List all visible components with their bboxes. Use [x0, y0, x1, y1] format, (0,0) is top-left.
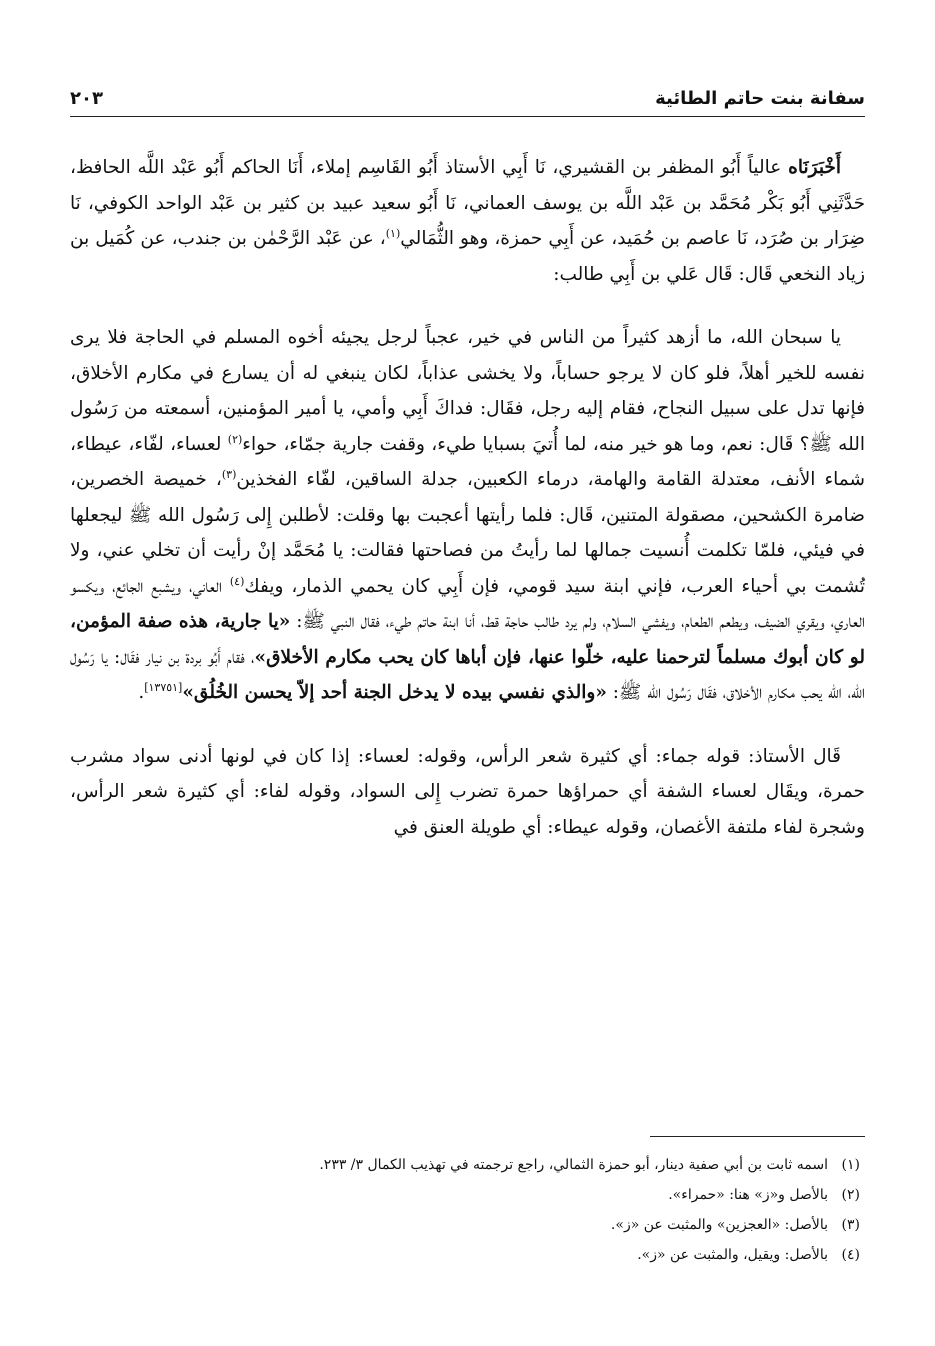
- text-run: ، عن عَبْد الرَّحْمٰن بن جندب، عن كُمَيل بن زياد النخعي قَال: قَال عَلي بن أَبِي طالب:: [70, 228, 865, 285]
- footnote-divider: [650, 1136, 865, 1137]
- text-run: لعساء، لفّاء، عيطاء، شماء الأنف، معتدلة القامة والهامة، درماء الكعبين، جدلة الساقين، لفّاء الفخذين: [70, 433, 865, 490]
- footnote-text: بالأصل و«ز» هنا: «حمراء».: [668, 1187, 828, 1203]
- footnote: [80, 1180, 860, 1210]
- footnotes: [80, 1150, 860, 1270]
- paragraph-commentary: [70, 739, 865, 846]
- text-run: ، فقام أَبُو بردة بن نيار فقَال: يا رَسُول الله، الله يحب مكارم الأخلاق، فقَال رَسُول الله ﷺ:: [70, 646, 865, 703]
- footnote-text: بالأصل: «العجزين» والمثبت عن «ز».: [610, 1217, 828, 1233]
- footnote-text: بالأصل: ويقيل، والمثبت عن «ز».: [637, 1247, 828, 1263]
- footnote-number: (١): [841, 1157, 860, 1173]
- footnote-ref-4: (٤): [229, 574, 245, 588]
- prophet-quote: «يا جارية، هذه صفة المؤمن، لو كان أبوك مسلماً لترحمنا عليه، خلّوا عنها، فإن أباها كان يحب مكارم الأخلاق»: [70, 611, 865, 668]
- paragraph-lead-word: أَخْبَرَنَاه: [788, 157, 841, 178]
- footnote: [80, 1210, 860, 1240]
- footnote-ref-2: (٢): [227, 432, 243, 446]
- paragraph-isnad: [70, 150, 865, 292]
- footnote: [80, 1150, 860, 1180]
- main-text: [70, 150, 865, 845]
- text-run: العاني، ويشبع الجائع، ويكسو العاري، ويقري الضيف، ويطعم الطعام، ويفشي السلام، ولم يرد طالب حاجة قط، أنا ابنة حاتم طيء، فقال النبي ﷺ:: [70, 575, 865, 632]
- page-number: ٢٠٣: [70, 88, 103, 109]
- chapter-title: سفانة بنت حاتم الطائية: [655, 88, 865, 109]
- text-run: عالياً أَبُو المظفر بن القشيري، نَا أَبِي الأستاذ أَبُو القَاسِم إملاء، أَنَا الحاكم أَبُو عَبْد اللَّه الحافظ، حَدَّثَنِي أَبُو بَكْر مُحَمَّد بن عَبْد اللَّه بن يوسف العماني، نَا أَبُو سعيد عبيد بن كثير بن عَبْد الواحد الكوفي، نَا ضِرَار بن صُرَد، نَا عاصم بن حُمَيد، عن أَبِي حمزة، وهو الثُّمَالي: [70, 157, 865, 249]
- footnote: [80, 1240, 860, 1270]
- running-header: [70, 82, 865, 117]
- footnote-number: (٤): [841, 1247, 860, 1263]
- footnote-ref-1: (١): [385, 226, 401, 240]
- footnote-number: (٢): [841, 1187, 860, 1203]
- footnote-text: اسمه ثابت بن أبي صفية دينار، أبو حمزة الثمالي، راجع ترجمته في تهذيب الكمال ٣/ ٢٣٣.: [319, 1157, 828, 1173]
- text-run: يا سبحان الله، ما أزهد كثيراً من الناس في خير، عجباً لرجل يجيئه أخوه المسلم في الحاجة فلا يرى نفسه للخير أهلاً، فلو كان لا يرجو حساباً، ولا يخشى عذاباً، لكان ينبغي له أن يسارع في مكارم الأخلاق، فإنها تدل على سبيل النجاح، فقام إليه رجل، فقَال: فداكَ أَبِي وأمي، يا أمير المؤمنين، أسمعته من رَسُول الله ﷺ؟ قَال: نعم، وما هو خير منه، لما أُتيَ بسبايا طيء، وقفت جارية جمّاء، حواء: [70, 327, 865, 455]
- text-run: ، خميصة الخصرين، ضامرة الكشحين، مصقولة المتنين، قَال: فلما رأيتها أعجبت بها وقلت: لأطلبن إِلى رَسُول الله ﷺ ليجعلها في فيئي، فلمّا تكلمت أُنسيت جمالها لما رأيتُ من فصاحتها فقالت: يا مُحَمَّد إنْ رأيت أن تخلي عني، ولا تُشمت بي أحياء العرب، فإني ابنة سيد قومي، فإن أَبِي كان يحمي الذمار، ويفك: [70, 469, 866, 597]
- text-run: .: [138, 682, 145, 703]
- prophet-quote: «والذي نفسي بيده لا يدخل الجنة أحد إلاّ يحسن الخُلُق»: [182, 682, 607, 703]
- paragraph-hadith: [70, 320, 865, 711]
- footnote-number: (٣): [841, 1217, 860, 1233]
- text-run: قَال الأستاذ: قوله جماء: أي كثيرة شعر الرأس، وقوله: لعساء: إذا كان في لونها أدنى سواد مشرب حمرة، ويقَال لعساء الشفة أي حمراؤها حمرة تضرب إِلى السواد، وقوله لفاء: أي كثيرة شعر الرأس، وشجرة لفاء ملتفة الأغصان، وقوله عيطاء: أي طويلة العنق في: [70, 745, 865, 838]
- hadith-reference-number: [١٣٧٥١]: [144, 680, 183, 694]
- footnote-ref-3: (٣): [221, 467, 237, 481]
